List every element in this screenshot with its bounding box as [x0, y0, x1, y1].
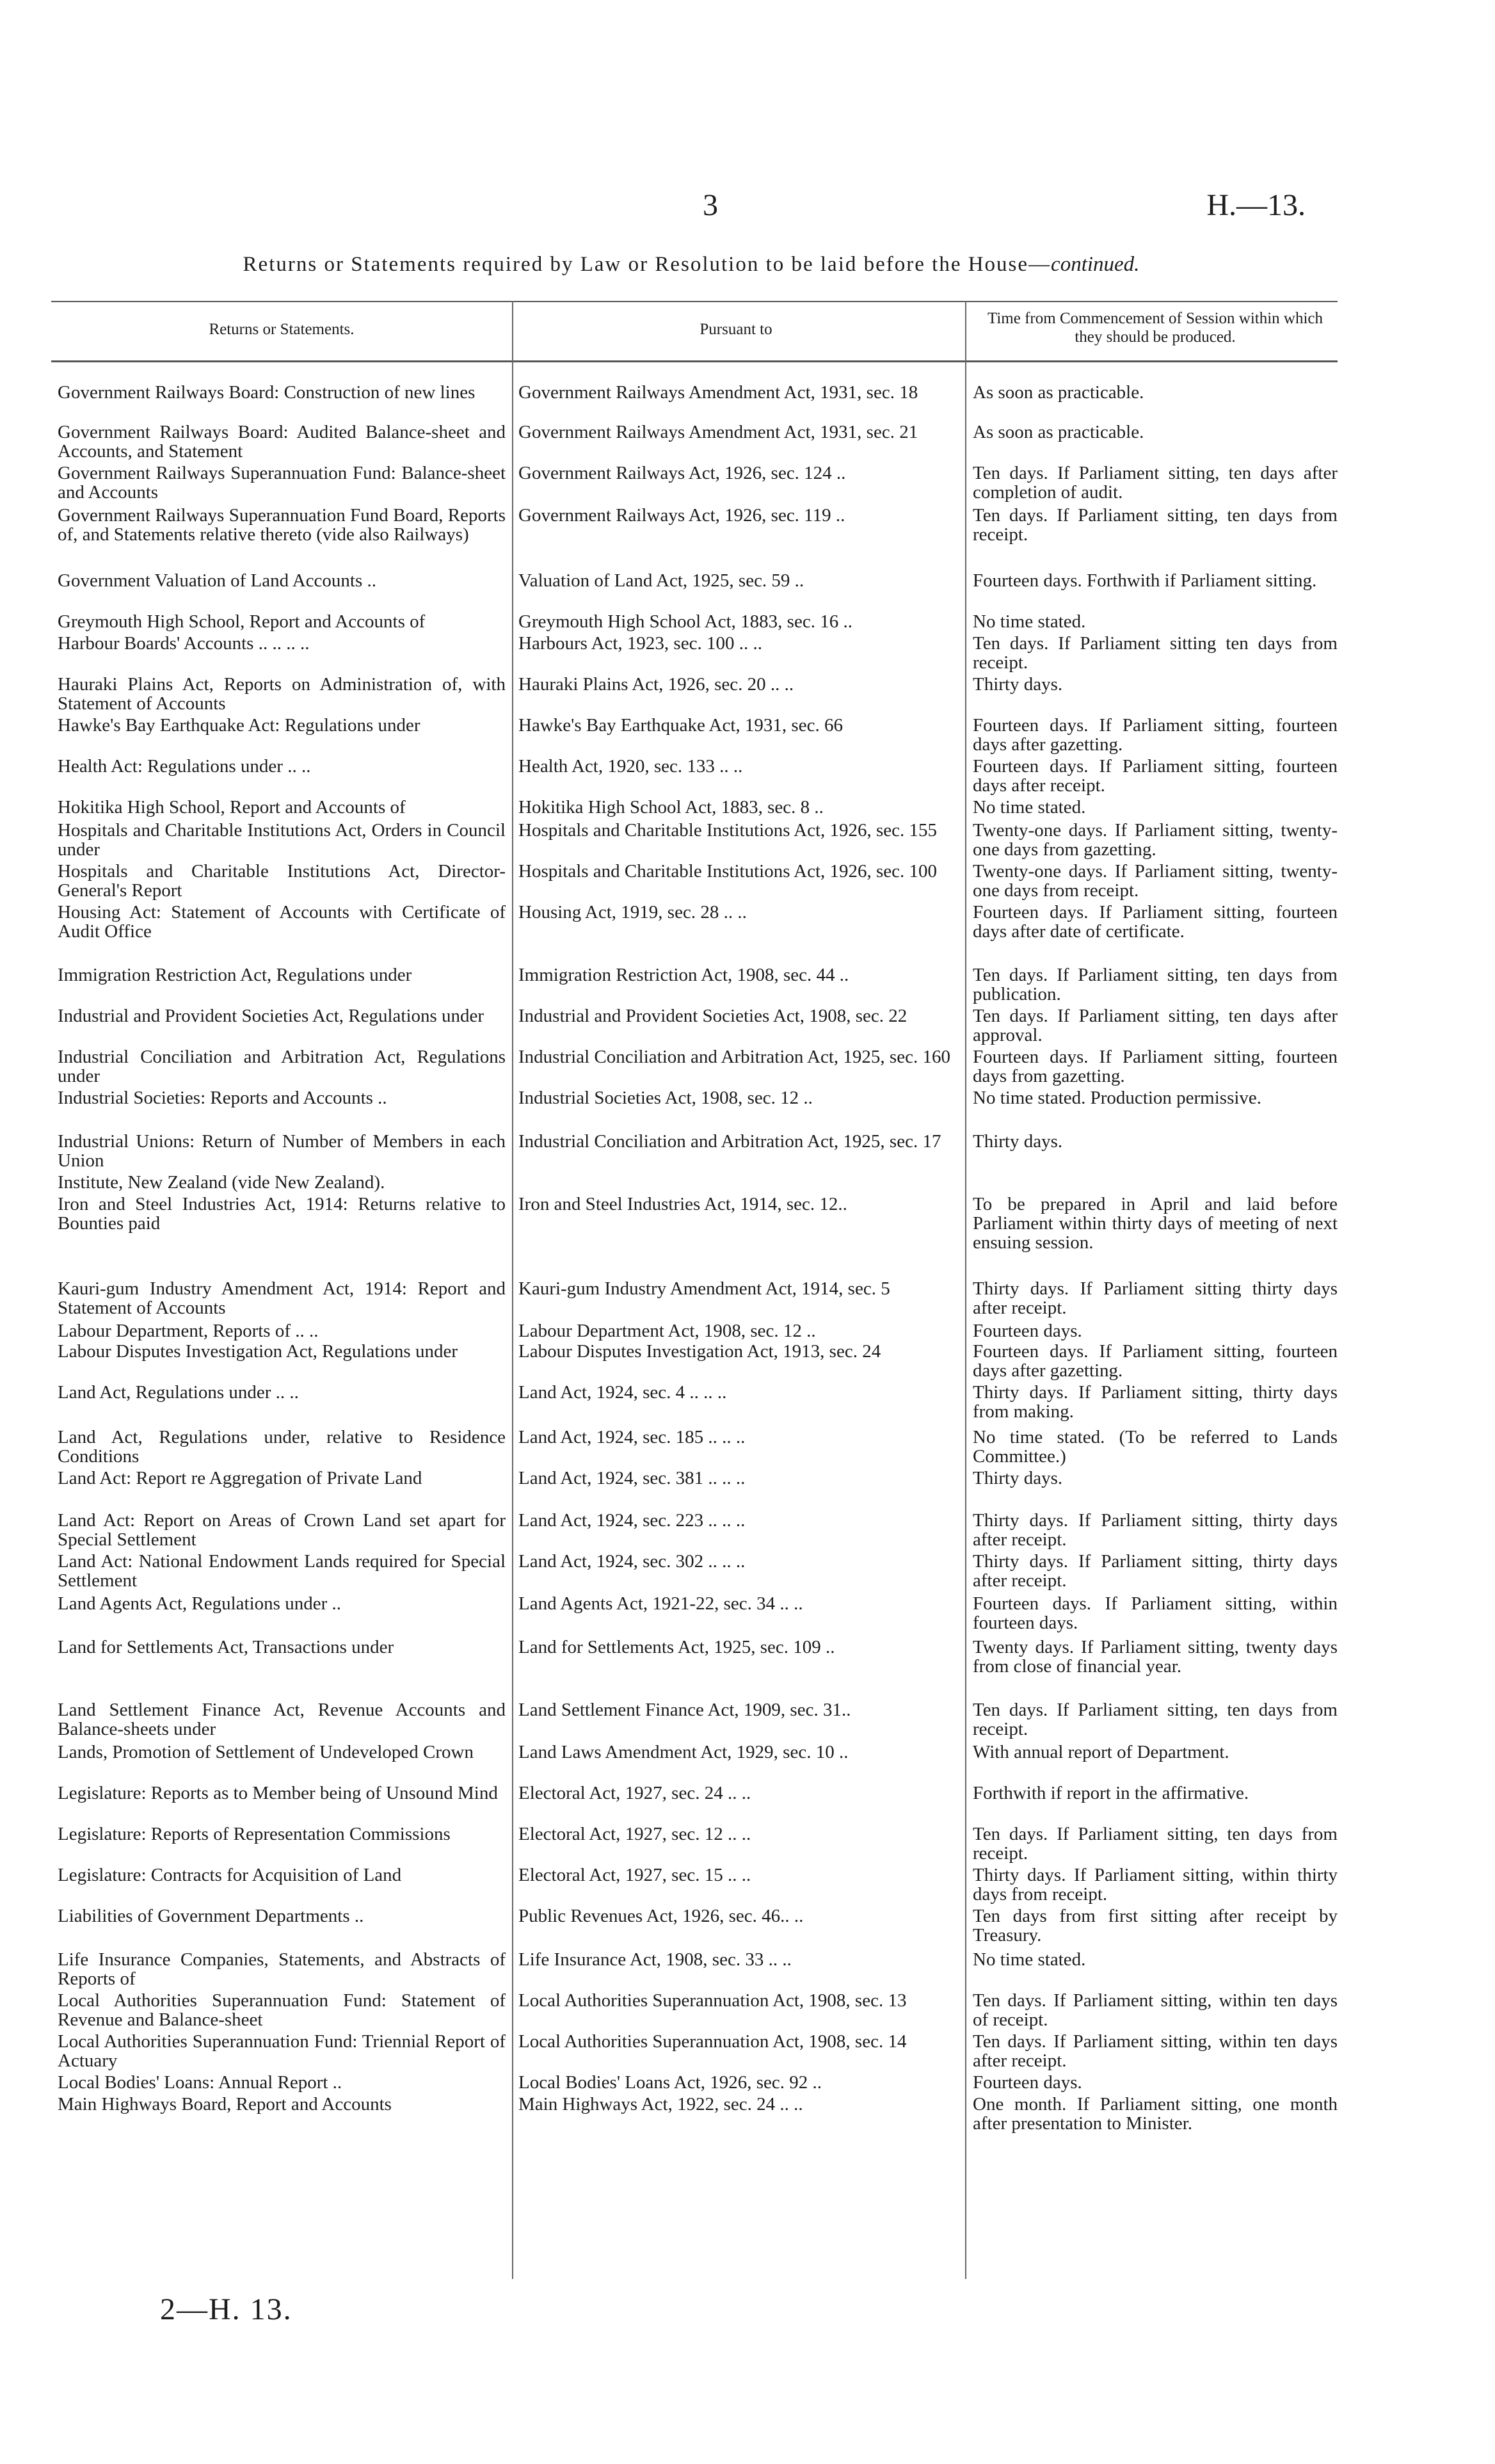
- time-cell: As soon as practicable.: [973, 383, 1144, 402]
- time-cell: Thirty days. If Parliament sitting, thirty days from making.: [973, 1383, 1338, 1421]
- return-cell: Legislature: Reports as to Member being of Unsound Mind: [58, 1784, 498, 1803]
- pursuant-cell: Land for Settlements Act, 1925, sec. 109 ..: [518, 1638, 835, 1657]
- return-cell: Lands, Promotion of Settlement of Undeveloped Crown: [58, 1743, 474, 1762]
- time-cell: No time stated.: [973, 798, 1086, 817]
- time-cell: Ten days. If Parliament sitting, within ten days after receipt.: [973, 2032, 1338, 2070]
- time-cell: Fourteen days. If Parliament sitting, fourteen days from gazetting.: [973, 1047, 1338, 1086]
- return-cell: Local Bodies' Loans: Annual Report ..: [58, 2073, 342, 2092]
- pursuant-cell: Government Railways Amendment Act, 1931, sec. 21: [518, 423, 918, 442]
- pursuant-cell: Hospitals and Charitable Institutions Act, 1926, sec. 155: [518, 821, 938, 840]
- pursuant-cell: Industrial Conciliation and Arbitration Act, 1925, sec. 17: [518, 1132, 941, 1151]
- time-cell: With annual report of Department.: [973, 1743, 1229, 1762]
- time-cell: Fourteen days. If Parliament sitting, fourteen days after gazetting.: [973, 1342, 1338, 1380]
- time-cell: Ten days. If Parliament sitting, within ten days of receipt.: [973, 1991, 1338, 2029]
- time-cell: Fourteen days.: [973, 2073, 1082, 2092]
- return-cell: Land Act: Report on Areas of Crown Land set apart for Special Settlement: [58, 1511, 506, 1549]
- return-cell: Hauraki Plains Act, Reports on Administration of, with Statement of Accounts: [58, 675, 506, 713]
- column-header-returns: Returns or Statements.: [209, 321, 355, 338]
- time-cell: Thirty days. If Parliament sitting thirty days after receipt.: [973, 1279, 1338, 1317]
- return-cell: Hokitika High School, Report and Accounts of: [58, 798, 406, 817]
- pursuant-cell: Industrial Societies Act, 1908, sec. 12 ..: [518, 1088, 813, 1107]
- pursuant-cell: Land Agents Act, 1921-22, sec. 34 .. ..: [518, 1594, 803, 1613]
- return-cell: Land Act, Regulations under .. ..: [58, 1383, 299, 1402]
- return-cell: Industrial Societies: Reports and Accounts ..: [58, 1088, 387, 1107]
- pursuant-cell: Public Revenues Act, 1926, sec. 46.. ..: [518, 1906, 804, 1926]
- pursuant-cell: Land Act, 1924, sec. 381 .. .. ..: [518, 1469, 746, 1488]
- return-cell: Industrial Unions: Return of Number of Members in each Union: [58, 1132, 506, 1170]
- pursuant-cell: Hawke's Bay Earthquake Act, 1931, sec. 66: [518, 716, 843, 735]
- return-cell: Labour Department, Reports of .. ..: [58, 1321, 319, 1341]
- time-cell: No time stated.: [973, 612, 1086, 631]
- time-cell: Forthwith if report in the affirmative.: [973, 1784, 1249, 1803]
- return-cell: Immigration Restriction Act, Regulations under: [58, 965, 412, 985]
- return-cell: Health Act: Regulations under .. ..: [58, 757, 311, 776]
- header-top-rule: [51, 301, 1338, 302]
- return-cell: Life Insurance Companies, Statements, and Abstracts of Reports of: [58, 1950, 506, 1988]
- time-cell: Ten days. If Parliament sitting, ten days from receipt.: [973, 506, 1338, 544]
- return-cell: Land Act: Report re Aggregation of Private Land: [58, 1469, 422, 1488]
- return-cell: Hospitals and Charitable Institutions Act, Orders in Council under: [58, 821, 506, 859]
- return-cell: Harbour Boards' Accounts .. .. .. ..: [58, 634, 310, 653]
- title-continued: continued.: [1051, 253, 1140, 276]
- time-cell: Ten days. If Parliament sitting, ten days after completion of audit.: [973, 463, 1338, 502]
- pursuant-cell: Land Act, 1924, sec. 185 .. .. ..: [518, 1428, 746, 1447]
- return-cell: Government Railways Board: Audited Balance-sheet and Accounts, and Statement: [58, 423, 506, 461]
- footer-signature: 2—H. 13.: [160, 2292, 292, 2326]
- time-cell: Fourteen days.: [973, 1321, 1082, 1341]
- pursuant-cell: Health Act, 1920, sec. 133 .. ..: [518, 757, 743, 776]
- return-cell: Land Act, Regulations under, relative to Residence Conditions: [58, 1428, 506, 1466]
- column-divider-2: [965, 301, 966, 2279]
- return-cell: Hospitals and Charitable Institutions Act, Director-General's Report: [58, 862, 506, 900]
- time-cell: One month. If Parliament sitting, one month after presentation to Minister.: [973, 2095, 1338, 2133]
- document-reference: H.—13.: [1206, 188, 1306, 222]
- pursuant-cell: Labour Disputes Investigation Act, 1913, sec. 24: [518, 1342, 881, 1361]
- time-cell: Thirty days. If Parliament sitting, thirty days after receipt.: [973, 1552, 1338, 1590]
- page-number: 3: [703, 188, 718, 222]
- return-cell: Industrial and Provident Societies Act, Regulations under: [58, 1006, 484, 1026]
- pursuant-cell: Harbours Act, 1923, sec. 100 .. ..: [518, 634, 762, 653]
- time-cell: Ten days. If Parliament sitting, ten days from publication.: [973, 965, 1338, 1004]
- pursuant-cell: Hospitals and Charitable Institutions Act, 1926, sec. 100: [518, 862, 938, 881]
- time-cell: Thirty days.: [973, 1469, 1063, 1488]
- pursuant-cell: Main Highways Act, 1922, sec. 24 .. ..: [518, 2095, 803, 2114]
- pursuant-cell: Industrial Conciliation and Arbitration Act, 1925, sec. 160: [518, 1047, 950, 1067]
- pursuant-cell: Local Authorities Superannuation Act, 1908, sec. 13: [518, 1991, 907, 2010]
- return-cell: Kauri-gum Industry Amendment Act, 1914: Report and Statement of Accounts: [58, 1279, 506, 1317]
- time-cell: Ten days. If Parliament sitting, ten days from receipt.: [973, 1824, 1338, 1863]
- pursuant-cell: Labour Department Act, 1908, sec. 12 ..: [518, 1321, 816, 1341]
- pursuant-cell: Land Laws Amendment Act, 1929, sec. 10 ..: [518, 1743, 849, 1762]
- header-bottom-rule: [51, 360, 1338, 362]
- return-cell: Government Valuation of Land Accounts ..: [58, 571, 376, 590]
- pursuant-cell: Land Act, 1924, sec. 4 .. .. ..: [518, 1383, 727, 1402]
- time-cell: No time stated. (To be referred to Lands Committee.): [973, 1428, 1338, 1466]
- time-cell: No time stated.: [973, 1950, 1086, 1969]
- time-cell: Fourteen days. If Parliament sitting, fourteen days after date of certificate.: [973, 903, 1338, 941]
- time-cell: Fourteen days. If Parliament sitting, fourteen days after gazetting.: [973, 716, 1338, 754]
- time-cell: As soon as practicable.: [973, 423, 1144, 442]
- pursuant-cell: Land Settlement Finance Act, 1909, sec. 31..: [518, 1700, 851, 1719]
- return-cell: Institute, New Zealand (vide New Zealand).: [58, 1173, 385, 1192]
- time-cell: Thirty days.: [973, 675, 1063, 694]
- return-cell: Legislature: Contracts for Acquisition of Land: [58, 1865, 402, 1885]
- pursuant-cell: Government Railways Act, 1926, sec. 124 ..: [518, 463, 846, 483]
- pursuant-cell: Iron and Steel Industries Act, 1914, sec. 12..: [518, 1195, 847, 1214]
- page-title: [51, 253, 1331, 277]
- return-cell: Land Act: National Endowment Lands required for Special Settlement: [58, 1552, 506, 1590]
- pursuant-cell: Life Insurance Act, 1908, sec. 33 .. ..: [518, 1950, 792, 1969]
- pursuant-cell: Electoral Act, 1927, sec. 12 .. ..: [518, 1824, 751, 1844]
- column-header-pursuant: Pursuant to: [700, 321, 772, 338]
- title-main: Returns or Statements required by Law or Resolution to be laid before the House—: [243, 253, 1051, 276]
- pursuant-cell: Kauri-gum Industry Amendment Act, 1914, sec. 5: [518, 1279, 890, 1298]
- return-cell: Land Agents Act, Regulations under ..: [58, 1594, 341, 1613]
- return-cell: Government Railways Board: Construction of new lines: [58, 383, 476, 402]
- return-cell: Iron and Steel Industries Act, 1914: Returns relative to Bounties paid: [58, 1195, 506, 1233]
- time-cell: Thirty days. If Parliament sitting, thirty days after receipt.: [973, 1511, 1338, 1549]
- time-cell: Twenty days. If Parliament sitting, twenty days from close of financial year.: [973, 1638, 1338, 1676]
- column-header-time: Time from Commencement of Session within which they should be produced.: [987, 310, 1323, 346]
- time-cell: Ten days. If Parliament sitting ten days from receipt.: [973, 634, 1338, 672]
- pursuant-cell: Industrial and Provident Societies Act, 1908, sec. 22: [518, 1006, 907, 1026]
- pursuant-cell: Hauraki Plains Act, 1926, sec. 20 .. ..: [518, 675, 794, 694]
- return-cell: Greymouth High School, Report and Accounts of: [58, 612, 426, 631]
- return-cell: Government Railways Superannuation Fund Board, Reports of, and Statements relative thereto (vide also Railways): [58, 506, 506, 544]
- return-cell: Land for Settlements Act, Transactions under: [58, 1638, 394, 1657]
- pursuant-cell: Land Act, 1924, sec. 223 .. .. ..: [518, 1511, 746, 1530]
- time-cell: No time stated. Production permissive.: [973, 1088, 1262, 1107]
- return-cell: Local Authorities Superannuation Fund: Triennial Report of Actuary: [58, 2032, 506, 2070]
- time-cell: Ten days. If Parliament sitting, ten days after approval.: [973, 1006, 1338, 1045]
- time-cell: Twenty-one days. If Parliament sitting, twenty-one days from gazetting.: [973, 821, 1338, 859]
- return-cell: Government Railways Superannuation Fund: Balance-sheet and Accounts: [58, 463, 506, 502]
- pursuant-cell: Electoral Act, 1927, sec. 15 .. ..: [518, 1865, 751, 1885]
- return-cell: Housing Act: Statement of Accounts with Certificate of Audit Office: [58, 903, 506, 941]
- return-cell: Local Authorities Superannuation Fund: Statement of Revenue and Balance-sheet: [58, 1991, 506, 2029]
- pursuant-cell: Local Authorities Superannuation Act, 1908, sec. 14: [518, 2032, 907, 2051]
- return-cell: Labour Disputes Investigation Act, Regulations under: [58, 1342, 458, 1361]
- return-cell: Hawke's Bay Earthquake Act: Regulations under: [58, 716, 420, 735]
- return-cell: Liabilities of Government Departments ..: [58, 1906, 364, 1926]
- pursuant-cell: Hokitika High School Act, 1883, sec. 8 ..: [518, 798, 824, 817]
- pursuant-cell: Government Railways Act, 1926, sec. 119 ..: [518, 506, 845, 525]
- time-cell: Fourteen days. If Parliament sitting, within fourteen days.: [973, 1594, 1338, 1632]
- return-cell: Legislature: Reports of Representation Commissions: [58, 1824, 451, 1844]
- pursuant-cell: Housing Act, 1919, sec. 28 .. ..: [518, 903, 747, 922]
- pursuant-cell: Government Railways Amendment Act, 1931, sec. 18: [518, 383, 918, 402]
- time-cell: To be prepared in April and laid before Parliament within thirty days of meeting of next ensuing session.: [973, 1195, 1338, 1252]
- time-cell: Ten days. If Parliament sitting, ten days from receipt.: [973, 1700, 1338, 1739]
- pursuant-cell: Electoral Act, 1927, sec. 24 .. ..: [518, 1784, 751, 1803]
- return-cell: Industrial Conciliation and Arbitration Act, Regulations under: [58, 1047, 506, 1086]
- return-cell: Land Settlement Finance Act, Revenue Accounts and Balance-sheets under: [58, 1700, 506, 1739]
- pursuant-cell: Immigration Restriction Act, 1908, sec. 44 ..: [518, 965, 849, 985]
- column-divider-1: [512, 301, 513, 2279]
- return-cell: Main Highways Board, Report and Accounts: [58, 2095, 392, 2114]
- pursuant-cell: Greymouth High School Act, 1883, sec. 16 ..: [518, 612, 852, 631]
- time-cell: Thirty days.: [973, 1132, 1063, 1151]
- time-cell: Fourteen days. Forthwith if Parliament sitting.: [973, 571, 1317, 590]
- time-cell: Ten days from first sitting after receipt by Treasury.: [973, 1906, 1338, 1945]
- pursuant-cell: Land Act, 1924, sec. 302 .. .. ..: [518, 1552, 746, 1571]
- time-cell: Thirty days. If Parliament sitting, within thirty days from receipt.: [973, 1865, 1338, 1904]
- pursuant-cell: Valuation of Land Act, 1925, sec. 59 ..: [518, 571, 804, 590]
- time-cell: Twenty-one days. If Parliament sitting, twenty-one days from receipt.: [973, 862, 1338, 900]
- pursuant-cell: Local Bodies' Loans Act, 1926, sec. 92 ..: [518, 2073, 822, 2092]
- time-cell: Fourteen days. If Parliament sitting, fourteen days after receipt.: [973, 757, 1338, 795]
